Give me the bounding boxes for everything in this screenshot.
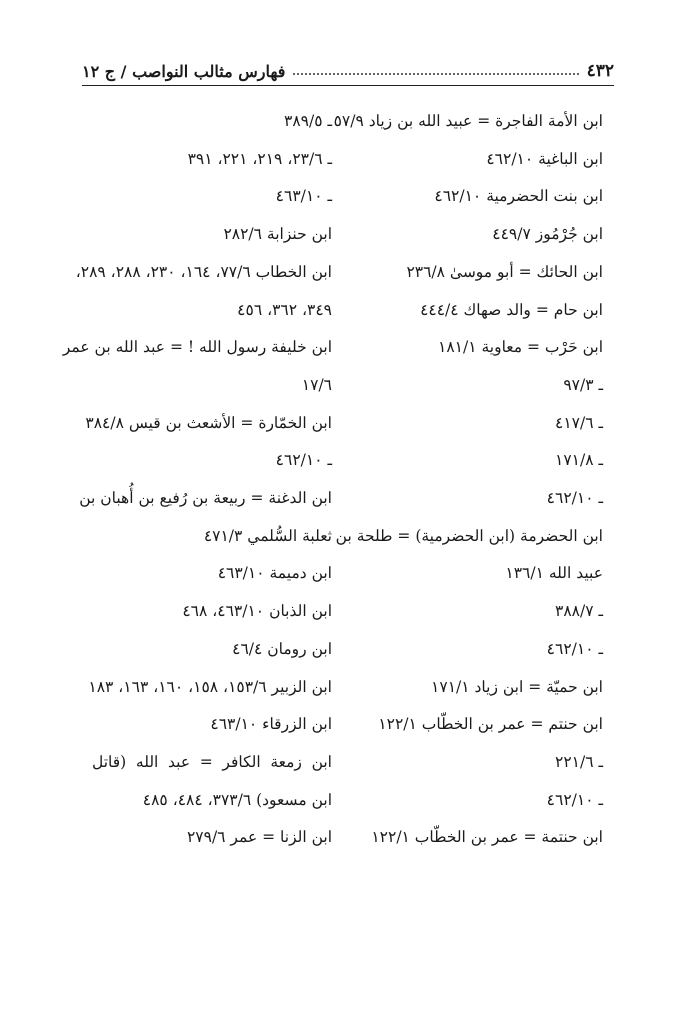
index-entry: ابن الأمة الفاجرة = عبيد الله بن زياد ٥٧/٩: [333, 112, 603, 130]
index-entry: ابن حَرْب = معاوية ١٨١/١: [438, 338, 603, 357]
index-entry: ـ ٤٦٢/١٠: [546, 489, 603, 508]
index-entry: ابن جُرْمُوز ٤٤٩/٧: [492, 225, 603, 244]
index-entry: ابن مسعود) ٣٧٣/٦، ٤٨٤، ٤٨٥: [142, 790, 332, 809]
page-header: [82, 57, 614, 86]
index-entry: ابن حميّة = ابن زياد ١٧١/١: [431, 677, 603, 696]
index-entry: ابن الزنا = عمر ٢٧٩/٦: [186, 828, 332, 847]
index-entry: ابن حنتمة = عمر بن الخطّاب ١٢٢/١: [371, 828, 603, 847]
index-entry: ابن الزرقاء ٤٦٣/١٠: [210, 715, 332, 734]
index-entry: ٣٤٩، ٣٦٢، ٤٥٦: [237, 300, 332, 319]
header-dot-leader: [293, 73, 578, 75]
index-entry: ابن الدغنة = ربيعة بن رُفيع بن أُهبان بن: [79, 489, 332, 508]
running-title: فهارس مثالب النواصب / ج ١٢: [82, 61, 286, 81]
index-entry: ـ ٢٢١/٦: [555, 752, 603, 771]
index-entry: ابن حنتم = عمر بن الخطّاب ١٢٢/١: [378, 715, 603, 734]
index-entry: ابن الذبان ٤٦٣/١٠، ٤٦٨: [182, 602, 332, 621]
index-entry: ـ ٤٦٢/١٠: [546, 639, 603, 658]
index-entry: ـ ٢٣/٦، ٢١٩، ٢٢١، ٣٩١: [187, 149, 332, 168]
index-entry: ابن خليفة رسول الله ! = عبد الله بن عمر: [62, 338, 332, 357]
index-entry: ابن الخمّارة = الأشعث بن قيس ٣٨٤/٨: [85, 413, 332, 432]
index-entry: عبيد الله ١٣٦/١: [505, 564, 603, 583]
index-entry: ـ ٤١٧/٦: [555, 413, 603, 432]
page-number: ٤٣٢: [586, 61, 614, 81]
index-entry: ابن حنزابة ٢٨٢/٦: [223, 225, 332, 244]
index-entry: ـ ٩٧/٣: [563, 375, 603, 394]
index-entry: ـ ٤٦٣/١٠: [275, 187, 332, 206]
index-entry: ـ ٣٨٩/٥: [284, 112, 332, 130]
index-entry: ابن الحضرمة (ابن الحضرمية) = طلحة بن: [335, 526, 603, 545]
index-entry: ثعلبة السُّلمي ٤٧١/٣: [203, 526, 332, 545]
index-entry: ابن الخطاب ٧٧/٦، ١٦٤، ٢٣٠، ٢٨٨، ٢٨٩،: [75, 262, 332, 281]
index-entry: ـ ٤٦٢/١٠: [546, 790, 603, 809]
index-entry: ابن الزبير ١٥٣/٦، ١٥٨، ١٦٠، ١٦٣، ١٨٣: [88, 677, 332, 696]
index-entry: ابن زمعة الكافر = عبد الله (قاتل: [92, 752, 332, 771]
index-entry: ابن الباغية ٤٦٢/١٠: [486, 149, 603, 168]
index-entry: ـ ١٧١/٨: [555, 451, 603, 470]
index-entry: ابن حام = والد صهاك ٤٤٤/٤: [420, 300, 603, 319]
index-entry: ـ ٣٨٨/٧: [555, 602, 603, 621]
index-entry: ابن بنت الحضرمية ٤٦٢/١٠: [434, 187, 603, 206]
index-column-left: [62, 103, 332, 863]
index-entry: ١٧/٦: [301, 375, 332, 394]
index-entry: ابن الحائك = أبو موسىٰ ٢٣٦/٨: [406, 262, 603, 281]
index-entry: ـ ٤٦٢/١٠: [275, 451, 332, 470]
index-column-right: [333, 103, 603, 863]
index-entry: ابن دميمة ٤٦٣/١٠: [217, 564, 332, 583]
index-entry: ابن رومان ٤٦/٤: [232, 639, 332, 658]
